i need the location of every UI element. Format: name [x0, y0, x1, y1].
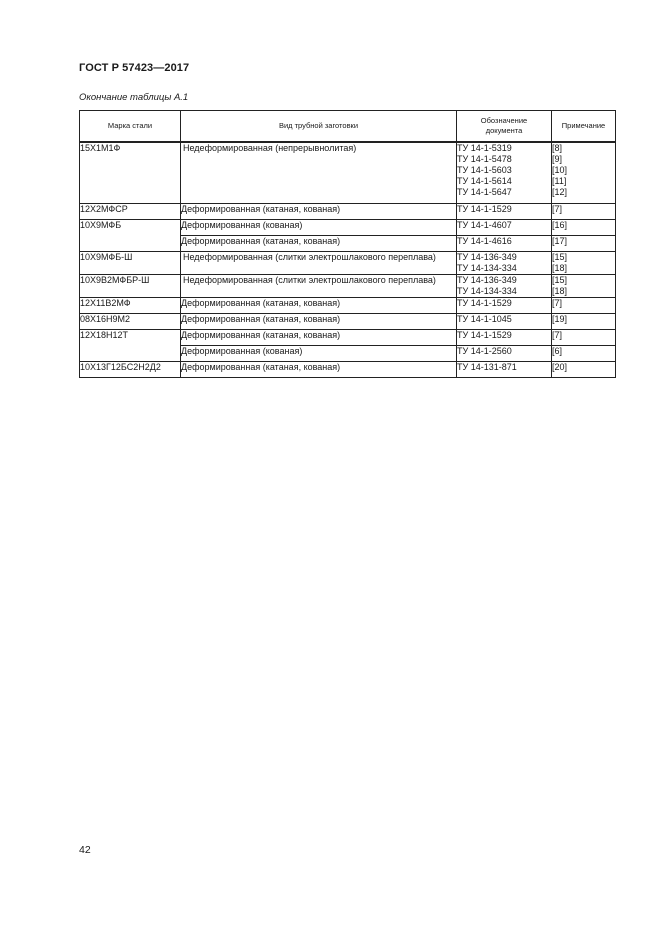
table-caption: Окончание таблицы А.1: [79, 92, 189, 103]
table-header-row: [80, 111, 616, 143]
document-cell: ТУ 14-1-5319 ТУ 14-1-5478 ТУ 14-1-5603 ТУ 14-1-5614 ТУ 14-1-5647: [457, 142, 552, 204]
note-cell: [15] [18]: [552, 275, 616, 298]
kind-cell: Деформированная (катаная, кованая): [181, 330, 457, 346]
table-row: [80, 362, 616, 378]
document-cell: ТУ 14-1-4607: [457, 220, 552, 236]
document-cell: ТУ 14-131-871: [457, 362, 552, 378]
document-cell: ТУ 14-1-1529: [457, 298, 552, 314]
note-cell: [16]: [552, 220, 616, 236]
page-number: 42: [79, 844, 91, 856]
grade-cell: 12Х11В2МФ: [80, 298, 181, 314]
column-header-document: Обозначение документа: [457, 111, 552, 143]
kind-cell: Недеформированная (непрерывнолитая): [181, 142, 457, 204]
table-row: [80, 330, 616, 346]
standard-designation: ГОСТ Р 57423—2017: [79, 62, 190, 74]
table-row: [80, 220, 616, 236]
grade-cell: 08Х16Н9М2: [80, 314, 181, 330]
note-cell: [20]: [552, 362, 616, 378]
table-row: [80, 204, 616, 220]
kind-cell: Деформированная (кованая): [181, 346, 457, 362]
kind-cell: Деформированная (катаная, кованая): [181, 362, 457, 378]
document-cell: ТУ 14-1-1529: [457, 204, 552, 220]
note-cell: [15] [18]: [552, 252, 616, 275]
kind-cell: Деформированная (катаная, кованая): [181, 314, 457, 330]
kind-cell: Недеформированная (слитки электрошлакового переплава): [181, 252, 457, 275]
grade-cell: 12Х2МФСР: [80, 204, 181, 220]
steel-grades-table: [79, 110, 616, 378]
kind-cell: Деформированная (катаная, кованая): [181, 298, 457, 314]
kind-cell: Недеформированная (слитки электрошлакового переплава): [181, 275, 457, 298]
note-cell: [17]: [552, 236, 616, 252]
note-cell: [6]: [552, 346, 616, 362]
kind-cell: Деформированная (катаная, кованая): [181, 204, 457, 220]
document-cell: ТУ 14-1-1045: [457, 314, 552, 330]
table-row: [80, 252, 616, 275]
document-cell: ТУ 14-1-2560: [457, 346, 552, 362]
grade-cell: 10Х9МФБ: [80, 220, 181, 252]
table-row: [80, 275, 616, 298]
table-row: [80, 314, 616, 330]
kind-cell: Деформированная (катаная, кованая): [181, 236, 457, 252]
grade-cell: 10Х13Г12БС2Н2Д2: [80, 362, 181, 378]
document-cell: ТУ 14-1-1529: [457, 330, 552, 346]
column-header-note: Примечание: [552, 111, 616, 143]
column-header-kind: Вид трубной заготовки: [181, 111, 457, 143]
grade-cell: 12Х18Н12Т: [80, 330, 181, 362]
grade-cell: 10Х9МФБ-Ш: [80, 252, 181, 275]
kind-cell: Деформированная (кованая): [181, 220, 457, 236]
column-header-grade: Марка стали: [80, 111, 181, 143]
note-cell: [19]: [552, 314, 616, 330]
grade-cell: 10Х9В2МФБР-Ш: [80, 275, 181, 298]
note-cell: [7]: [552, 330, 616, 346]
table-row: [80, 142, 616, 204]
document-cell: ТУ 14-136-349 ТУ 14-134-334: [457, 275, 552, 298]
document-cell: ТУ 14-136-349 ТУ 14-134-334: [457, 252, 552, 275]
document-cell: ТУ 14-1-4616: [457, 236, 552, 252]
note-cell: [7]: [552, 298, 616, 314]
grade-cell: 15Х1М1Ф: [80, 142, 181, 204]
note-cell: [7]: [552, 204, 616, 220]
table-row: [80, 298, 616, 314]
note-cell: [8] [9] [10] [11] [12]: [552, 142, 616, 204]
